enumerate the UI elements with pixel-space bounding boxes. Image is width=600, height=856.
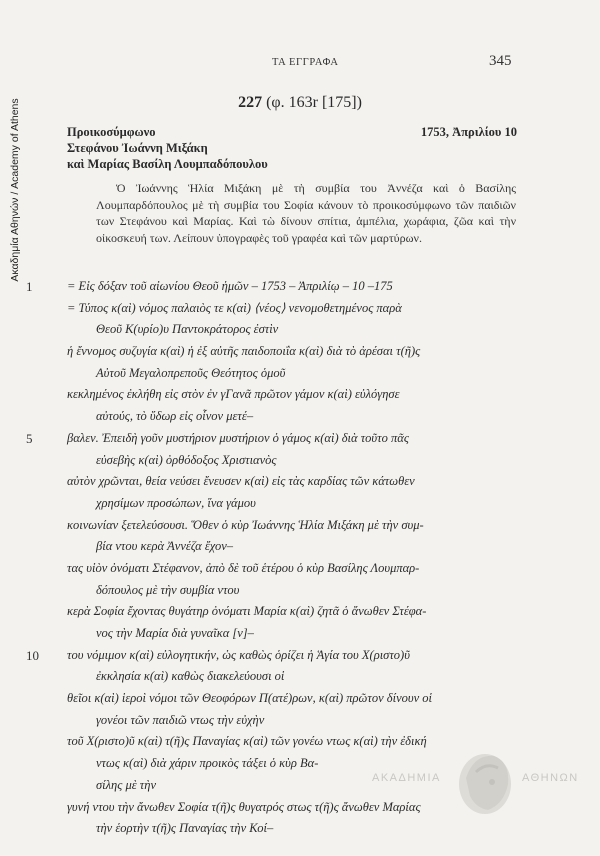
text-line	[0, 471, 600, 493]
line-text: αὐτούς, τὸ ὕδωρ εἰς οἶνον μετέ–	[96, 409, 254, 424]
line-text: ντως κ(αὶ) διὰ χάριν προικὸς τάξει ὁ κὺρ Βα-	[96, 756, 319, 771]
text-line	[0, 623, 600, 645]
text-line	[0, 601, 600, 623]
text-line	[0, 818, 600, 840]
line-text: σίλης μὲ τὴν	[96, 777, 156, 792]
line-text: χρησίμων προσώπων, ἵνα γάμου	[96, 495, 256, 510]
line-text: γυνή ντου τὴν ἄνωθεν Σοφία τ(ῆ)ς θυγατρός στως τ(ῆ)ς ἄνωθεν Μαρίας	[67, 799, 421, 814]
heading-line-1: Προικοσύμφωνο	[67, 125, 156, 139]
page-number: 345	[489, 53, 512, 69]
line-text: τὴν ἑορτὴν τ(ῆ)ς Παναγίας τὴν Κοί–	[96, 821, 274, 836]
line-text: εὐσεβὴς κ(αὶ) ὀρθόδοξος Χριστιανὸς	[96, 452, 277, 467]
text-line	[0, 580, 600, 602]
text-line	[0, 558, 600, 580]
text-line	[0, 298, 600, 320]
text-line	[0, 493, 600, 515]
line-text: του νόμιμον κ(αὶ) εὐλογητικήν, ὡς καθὼς ὁρίζει ἡ Ἁγία του Χ(ριστο)ῦ	[67, 647, 410, 662]
line-text: κεκλημένος ἐκλήθη εἰς στὸν ἐν γΓανᾶ πρῶτον γάμον κ(αὶ) εὐλόγησε	[67, 387, 400, 402]
line-text: αὐτὸν χρῶνται, θεία νεύσει ἔνευσεν κ(αὶ) εἰς τὰς καρδίας τῶν κάτωθεν	[67, 474, 415, 489]
text-line	[0, 688, 600, 710]
line-text: νος τὴν Μαρία διὰ γυναῖκα [ν]–	[96, 626, 254, 640]
line-text: ἡ ἔννομος συζυγία κ(αὶ) ἡ ἐξ αὐτῆς παιδοποιΐα κ(αὶ) διὰ τὸ ἀρέσαι τ(ῆ)ς	[67, 344, 421, 359]
watermark-text-right: ΑΘΗΝΩΝ	[522, 772, 579, 784]
heading-line-3: καὶ Μαρίας Βασίλη Λουμπαδόπουλου	[67, 157, 268, 171]
academy-watermark	[372, 748, 579, 818]
heading-line-2: Στεφάνου Ἰωάννη Μιξάκη	[67, 141, 208, 155]
document-reference: (φ. 163r [175])	[266, 94, 362, 111]
summary-paragraph: Ὁ Ἰωάννης Ἡλία Μιξάκη μὲ τὴ συμβία του Ἀννέζα καὶ ὁ Βασίλης Λουμπαρδόπουλος μὲ τὴ συμβία του Σοφία κάνουν τὸ προικοσύμφωνο τῶν παιδιῶν των Στεφάνου καὶ Μαρίας. Καὶ τὼ δίνουν σπίτια, ἀμπέλια, χωράφια, ζῶα καὶ τὴν οἰκοσκευή των. Λείπουν ὑπογραφὲς τοῦ γραφέα καὶ τῶν μαρτύρων.	[96, 181, 516, 245]
text-line	[0, 319, 600, 341]
line-text: ἐκκλησία κ(αὶ) καθὼς διακελεύουσι οἱ	[96, 669, 285, 684]
text-line	[0, 450, 600, 472]
text-line	[0, 710, 600, 732]
line-text: κερὰ Σοφία ἔχοντας θυγάτηρ ὀνόματι Μαρία κ(αὶ) ζητᾶ ὁ ἄνωθεν Στέφα-	[67, 604, 427, 619]
text-line	[0, 341, 600, 363]
document-title	[0, 94, 600, 112]
text-line	[0, 384, 600, 406]
line-number: 1	[26, 279, 33, 294]
document-heading	[67, 124, 517, 172]
side-label-text: Ακαδημία Αθηνών / Academy of Athens	[9, 98, 21, 282]
line-text: = Εἰς δόξαν τοῦ αἰωνίου Θεοῦ ἡμῶν – 1753 – Ἀπριλίῳ – 10 –175	[67, 279, 393, 293]
text-line	[0, 406, 600, 428]
text-line	[0, 536, 600, 558]
text-line	[0, 645, 600, 667]
document-date: 1753, Ἀπριλίου 10	[420, 125, 517, 139]
line-number: 10	[26, 647, 39, 663]
line-text: βαλεν. Ἐπειδὴ γοῦν μυστήριον μυστήριον ὁ γάμος κ(αὶ) διὰ τοῦτο πᾶς	[67, 430, 409, 445]
watermark-text-left: ΑΚΑΔΗΜΙΑ	[372, 772, 441, 784]
line-text: Αὐτοῦ Μεγαλοπρεποῦς Θεότητος ὁμοῦ	[96, 365, 286, 380]
line-text: = Τύπος κ(αὶ) νόμος παλαιὸς τε κ(αὶ) ⟨νέος⟩ νενομοθετημένος παρὰ	[67, 300, 402, 315]
line-text: γονέοι τῶν παιδιῶ ντως τὴν εὐχὴν	[96, 712, 265, 727]
line-text: βία ντου κερὰ Ἀννέζα ἔχον–	[96, 539, 234, 554]
text-line	[0, 666, 600, 688]
text-line	[0, 515, 600, 537]
athena-head-emblem-icon	[454, 748, 516, 816]
line-text: θεῖοι κ(αὶ) ἱεροὶ νόμοι τῶν Θεοφόρων Π(ατέ)ρων, κ(αὶ) πρῶτον δίνουν οἱ	[67, 691, 432, 706]
line-text: τοῦ Χ(ριστο)ῦ κ(αὶ) τ(ῆ)ς Παναγίας κ(αὶ) τῶν γονέω ντως κ(αὶ) τὴν ἐδική	[67, 734, 427, 749]
text-line	[0, 276, 600, 298]
line-text: κοινωνίαν ξετελεύσουσι. Ὅθεν ὁ κὺρ Ἰωάννης Ἡλία Μιξάκη μὲ τὴν συμ-	[67, 517, 424, 532]
text-line	[0, 363, 600, 385]
text-line	[0, 428, 600, 450]
line-text: τας υἱὸν ὀνόματι Στέφανον, ἀπὸ δὲ τοῦ ἑτέρου ὁ κὺρ Βασίλης Λουμπαρ-	[67, 560, 420, 575]
line-text: δόπουλος μὲ τὴν συμβία ντου	[96, 582, 240, 597]
running-head: ΤΑ ΕΓΓΡΑΦΑ	[272, 57, 339, 68]
line-number: 5	[26, 430, 33, 446]
document-number: 227	[238, 94, 263, 111]
line-text: Θεοῦ Κ(υρίο)υ Παντοκράτορος ἐστὶν	[96, 322, 279, 337]
